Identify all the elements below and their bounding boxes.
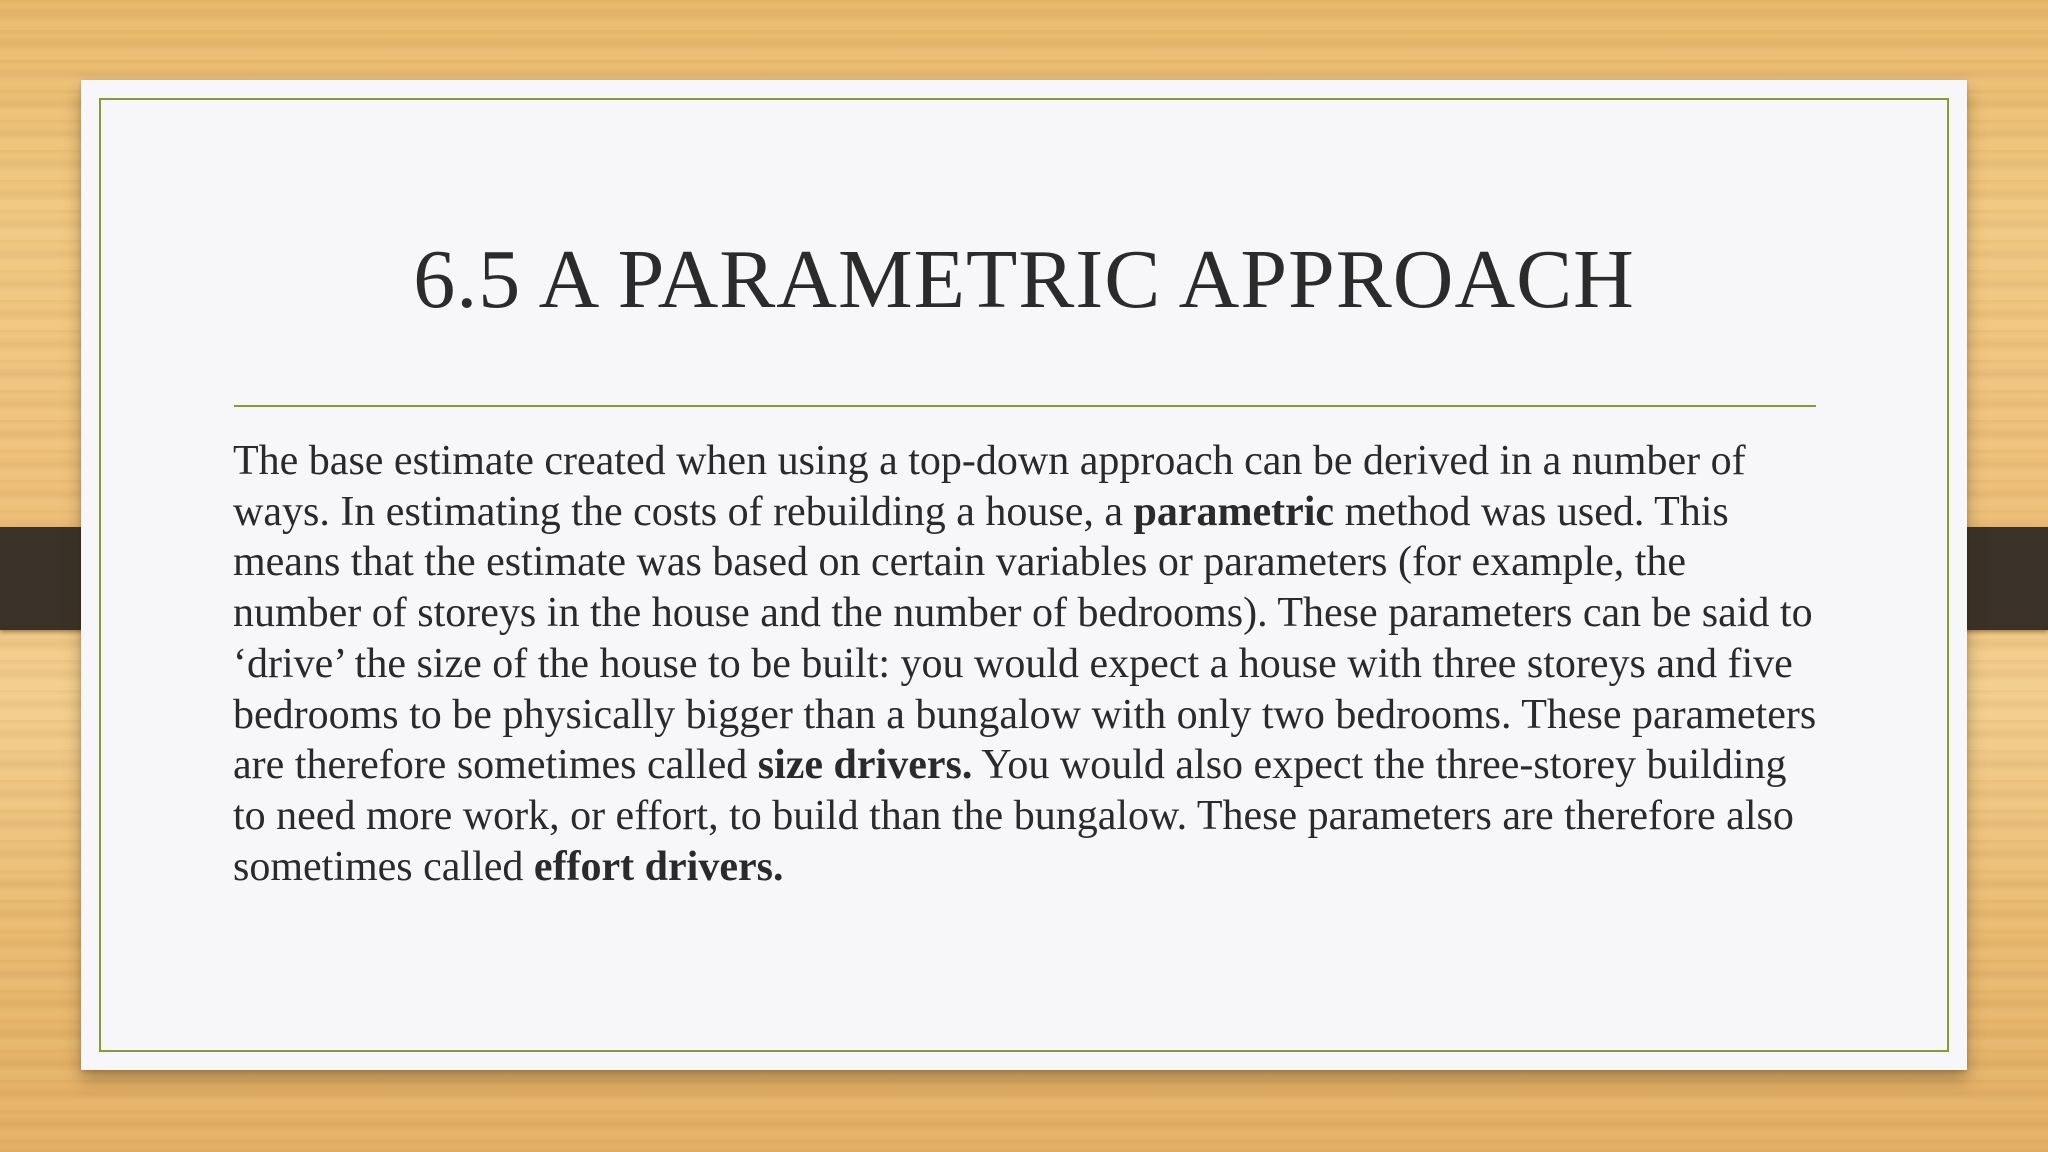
body-text-part-3: You would also expect the three-storey building to need more work, or effort, to build than the bungalow. These parameters are therefore also sometimes called bbox=[233, 742, 1794, 890]
slide-card bbox=[81, 80, 1967, 1070]
slide-title: 6.5 A PARAMETRIC APPROACH bbox=[413, 233, 1635, 326]
bold-term-parametric: parametric bbox=[1133, 488, 1335, 535]
title-divider bbox=[234, 405, 1816, 407]
body-text-part-1: The base estimate created when using a top-down approach can be derived in a number of ways. In estimating the costs of rebuilding a house, a bbox=[233, 438, 1746, 535]
slide-body-text bbox=[233, 436, 1823, 892]
body-text-part-2: method was used. This means that the estimate was based on certain variables or parameters (for example, the number of storeys in the house and the number of bedrooms). These parameters can be said to ‘drive’ the size of the house to be built: you would expect a house with three storeys and five bedrooms to be physically bigger than a bungalow with only two bedrooms. These parameters are therefore sometimes called bbox=[233, 488, 1817, 789]
bold-term-effort-drivers: effort drivers. bbox=[533, 843, 784, 890]
bold-term-size-drivers: size drivers. bbox=[757, 742, 973, 789]
